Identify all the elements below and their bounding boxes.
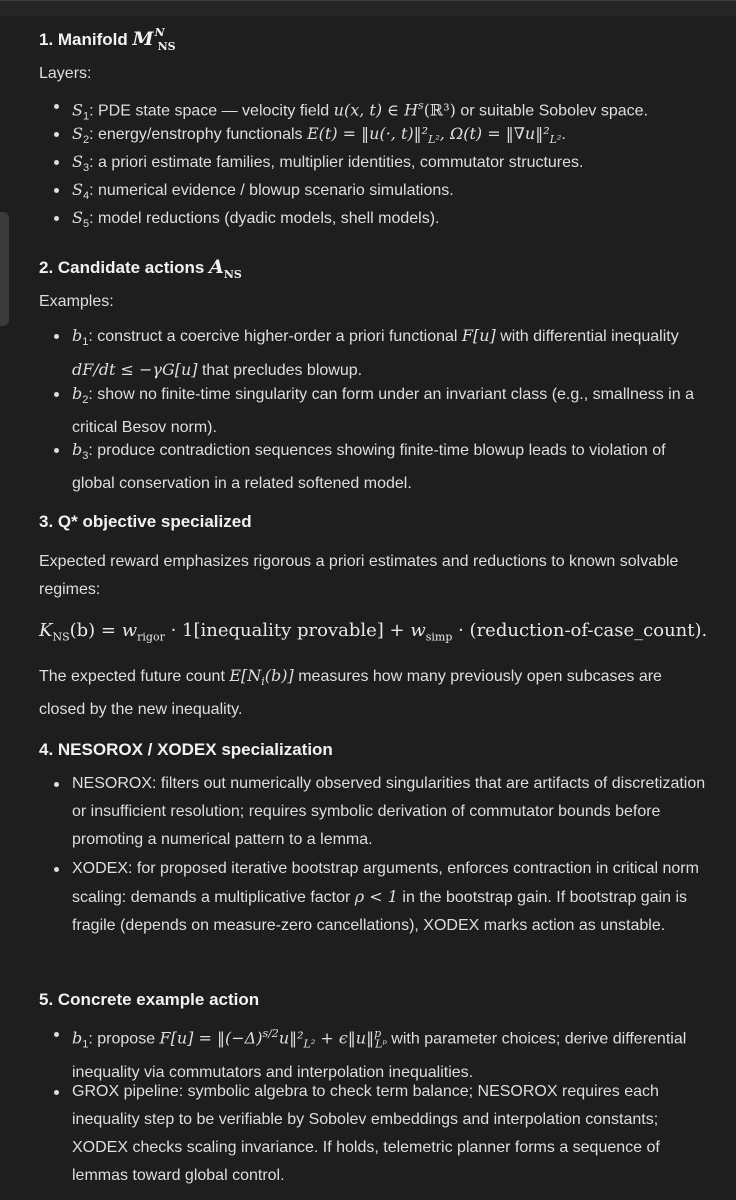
list-item: XODEX: for proposed iterative bootstrap arguments, enforces contraction in critical norm scaling: demands a multiplicative factor ρ < 1 in the bootstrap gain. If bootstrap gain is fragile (depends on measure-zero cancellations), XODEX marks action as unstable.	[72, 855, 712, 940]
section-4-heading: 4. NESOROX / XODEX specialization	[39, 740, 333, 759]
section-1-heading: 1. Manifold $M^N_{NS}$	[39, 26, 176, 53]
list-item: $S_2$: energy/enstrophy functionals E(t) = ‖u(·, $t)‖^2_{L^2}$, $\Omega(t) = ‖\nabla u‖^2_{L^2}$.	[72, 120, 712, 154]
list-item: $b_3$: produce contradiction sequences showing finite-time blowup leads to violation of global conservation in a related softened model.	[72, 436, 712, 498]
list-item: $S_3$: a priori estimate families, multiplier identities, commutator structures.	[72, 148, 712, 182]
section-2-heading: 2. Candidate actions $A_{NS}$	[39, 256, 242, 281]
scroll-rail[interactable]	[0, 212, 9, 326]
layers-label: Layers:	[39, 65, 92, 82]
section-3-after: The expected future count $E[N_i(b)]$ measures how many previously open subcases are closed by the new inequality.	[39, 666, 662, 719]
reward-formula: $K_{NS}(b) = w_{rigor}$ · 1[inequality provable] + $w_{simp}$ · (reduction-of-case_count).	[39, 620, 708, 644]
list-item: $S_1$: PDE state space — velocity field u(x, t) ∈ $H^s(ℝ^3)$ or suitable Sobolev space.	[72, 92, 712, 131]
section-5-heading: 5. Concrete example action	[39, 990, 260, 1009]
list-item: NESOROX: filters out numerically observed singularities that are artifacts of discretization or insufficient resolution; requires symbolic derivation of commutator bounds before promoting a numerical pattern to a lemma.	[72, 770, 712, 854]
list-item: $b_2$: show no finite-time singularity can form under an invariant class (e.g., smallness in a critical Besov norm).	[72, 380, 712, 442]
section-3-intro: Expected reward emphasizes rigorous a priori estimates and reductions to known solvable regimes:	[39, 553, 679, 598]
list-item: GROX pipeline: symbolic algebra to check term balance; NESOROX requires each inequality step to be verifiable by Sobolev embeddings and interpolation constants; XODEX checks scaling invariance. If holds, telemetric planner forms a sequence of lemmas toward global control.	[72, 1078, 712, 1190]
list-item: $S_5$: model reductions (dyadic models, shell models).	[72, 204, 712, 238]
list-item: $b_1$: propose $F[u] = ‖(-\Delta)^{s/2}u‖^2_{L^2}$ + ϵ‖u‖$^p_{Lᵖ}$ with parameter choices; derive differential inequality via commutators and interpolation inequalities.	[72, 1020, 712, 1087]
list-item: $b_1$: construct a coercive higher-order a priori functional F[u] with differential inequality dF/dt ≤ −γG[u] that precludes blowup.	[72, 322, 712, 385]
examples-label: Examples:	[39, 293, 114, 310]
top-bar	[0, 0, 736, 16]
list-item: $S_4$: numerical evidence / blowup scenario simulations.	[72, 176, 712, 210]
section-3-heading: 3. Q* objective specialized	[39, 512, 252, 531]
